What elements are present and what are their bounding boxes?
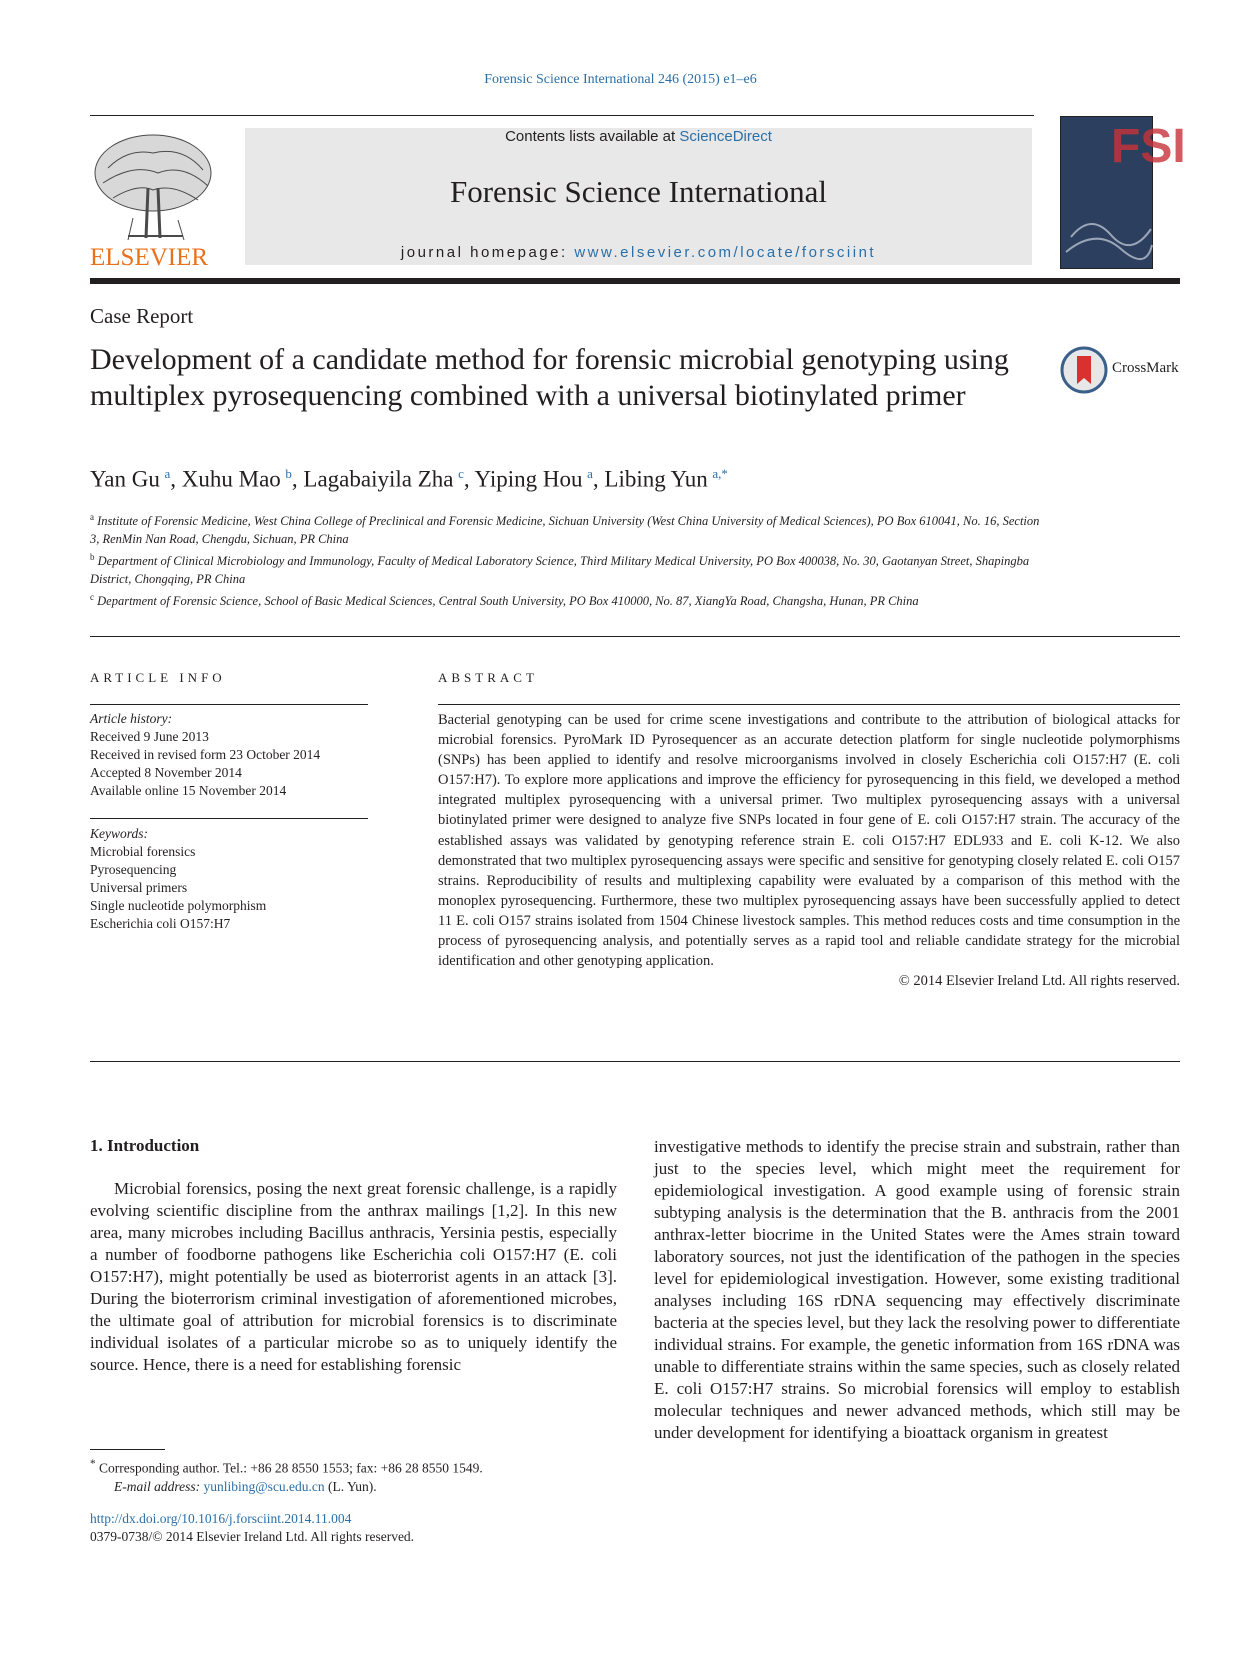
history-item: Received in revised form 23 October 2014: [90, 747, 321, 762]
affiliation-text: Department of Clinical Microbiology and Immunology, Faculty of Medical Laboratory Science, Third Military Medical University, PO Box 400038, No. 30, Gaotanyan Street, Shapingba District, Chongqing, PR China: [90, 554, 1030, 587]
article-type: Case Report: [90, 304, 194, 328]
keywords: [90, 825, 266, 933]
author-list: Yan Gu $^a$, Xuhu Mao $^b$, Lagabaiyila Zha $^c$, Yiping Hou $^a$, Libing Yun $^{a,*}$: [90, 466, 728, 492]
abstract-heading: ABSTRACT: [438, 670, 538, 685]
article-title: Development of a candidate method for forensic microbial genotyping using multiplex pyrosequencing combined with a universal biotinylated primer: [90, 343, 1009, 412]
affiliation: [90, 588, 1050, 610]
history-item: Available online 15 November 2014: [90, 783, 287, 798]
affiliations: [90, 508, 1050, 610]
elsevier-wordmark: ELSEVIER: [90, 244, 209, 271]
author-affiliation-marker[interactable]: a: [164, 466, 171, 481]
affiliation-key: a: [90, 512, 94, 522]
masthead-rule: [90, 278, 1180, 284]
section-rule: [90, 636, 1180, 637]
journal-cover-image: [1060, 116, 1186, 269]
author: Lagabaiyila Zha: [303, 466, 454, 492]
history-item: Accepted 8 November 2014: [90, 765, 242, 780]
contents-prefix: Contents lists available at: [505, 128, 676, 145]
crossmark-icon: [1060, 346, 1108, 394]
footnote-rule: [90, 1449, 165, 1450]
doi-block: [90, 1510, 414, 1546]
contents-line: [245, 128, 1032, 145]
crossmark-badge[interactable]: [1060, 346, 1190, 396]
footnote-text: Corresponding author. Tel.: +86 28 8550 1553; fax: +86 28 8550 1549.: [99, 1460, 483, 1476]
keyword: Microbial forensics: [90, 844, 196, 859]
article-history: [90, 710, 320, 800]
author: Xuhu Mao: [181, 466, 281, 492]
abstract-text: Bacterial genotyping can be used for crime scene investigations and contribute to the attribution of biological attacks for microbial forensics. PyroMark ID Pyrosequencer as an accurate detection platform for single nucleotide polymorphisms (SNPs) has been applied to identify and resolve microorganisms involved in closely Escherichia coli O157:H7 (E. coli O157:H7). To explore more applications and improve the efficiency for pyrosequencing in this field, we developed a method integrated multiplex pyrosequencing with a universal primer. Two multiplex pyrosequencing assays with a universal biotinylated primer were designed to analyze five SNPs located in four gene of E. coli O157:H7 strain. The accuracy of the established assays was validated by genotyping reference strain E. coli O157:H7 EDL933 and E. coli K-12. We also demonstrated that two multiplex pyrosequencing assays were specific and sensitive for genotyping closely related E. coli O157 strains. Reproducibility of results and multiplexing capability were evaluated by a comparison of this method with the monoplex pyrosequencing. Furthermore, these two multiplex pyrosequencing assays have been successfully applied to detect 11 E. coli O157 strains isolated from 1504 Chinese livestock samples. This method reduces costs and time consumption in the process of pyrosequencing analysis, and potentially serves as a rapid tool and reliable candidate strategy for the microbial identification and other genotyping application.: [438, 712, 1180, 970]
front-matter-rule: [90, 1061, 1180, 1062]
journal-title: Forensic Science International: [449, 174, 828, 209]
author: Yan Gu: [90, 466, 160, 492]
running-head[interactable]: Forensic Science International 246 (2015) e1–e6: [484, 72, 757, 87]
sciencedirect-link[interactable]: ScienceDirect: [679, 128, 772, 145]
homepage-link[interactable]: www.elsevier.com/locate/forsciint: [574, 244, 877, 261]
issn-line: 0379-0738/© 2014 Elsevier Ireland Ltd. All rights reserved.: [90, 1529, 415, 1544]
keyword: Single nucleotide polymorphism: [90, 898, 267, 913]
email-label: E-mail address:: [114, 1478, 201, 1494]
affiliation-key: c: [90, 592, 94, 603]
abstract-body: [438, 710, 1180, 991]
homepage-prefix: journal homepage:: [400, 244, 568, 261]
article-info-rule: [90, 704, 368, 705]
corresponding-author-footnote: [90, 1455, 483, 1496]
abstract-copyright: © 2014 Elsevier Ireland Ltd. All rights reserved.: [898, 973, 1180, 990]
doi-link[interactable]: http://dx.doi.org/10.1016/j.forsciint.2014.11.004: [90, 1511, 352, 1526]
history-item: Received 9 June 2013: [90, 729, 209, 744]
author-affiliation-marker[interactable]: c: [458, 466, 464, 481]
author: Libing Yun: [604, 466, 708, 492]
keyword: Universal primers: [90, 880, 188, 895]
email-link[interactable]: yunlibing@scu.edu.cn: [203, 1478, 325, 1494]
journal-homepage: [245, 244, 1032, 261]
article-info-heading: ARTICLE INFO: [90, 670, 226, 685]
footnote-marker: *: [90, 1458, 96, 1470]
crossmark-label: CrossMark: [1112, 360, 1179, 376]
affiliation: [90, 508, 1050, 548]
affiliation: [90, 548, 1050, 588]
affiliation-text: Department of Forensic Science, School of Basic Medical Sciences, Central South University, PO Box 410000, No. 87, XiangYa Road, Changsha, Hunan, PR China: [97, 594, 919, 609]
body-paragraph: investigative methods to identify the precise strain and substrain, rather than just to the species level, which might meet the requirement for epidemiological investigation. A good example using of forensic strain subtyping analysis is the determination that the B. anthracis from the 2001 anthrax-letter biocrime in the United States were the Ames strain toward laboratory sources, not just the identification of the pathogen in the species level for epidemiological investigation. However, some existing traditional analyses including 16S rDNA sequencing may effectively discriminate bacteria at the species level, but they lack the resolving power to differentiate individual strains. For example, the genetic information from 16S rDNA was unable to differentiate strains within the same species, such as closely related E. coli O157:H7 strains. So microbial forensics will employ to establish molecular techniques and newer advanced methods, which still may be under development for identifying a bioattack organism in greatest: [654, 1137, 1181, 1442]
keyword: Pyrosequencing: [90, 862, 177, 877]
keywords-rule: [90, 818, 368, 819]
history-label: Article history:: [90, 711, 173, 726]
affiliation-key: b: [90, 552, 95, 563]
body-column-left: [90, 1178, 617, 1376]
author-affiliation-marker[interactable]: a,*: [712, 466, 728, 481]
abstract-rule: [438, 704, 1180, 705]
author-affiliation-marker[interactable]: a: [587, 466, 593, 481]
body-paragraph: Microbial forensics, posing the next great forensic challenge, is a rapidly evolving scientific discipline from the anthrax mailings [1,2]. In this new area, many microbes including Bacillus anthracis, Yersinia pestis, especially a number of foodborne pathogens like Escherichia coli O157:H7 (E. coli O157:H7), might potentially be used as bioterrorist agents in an attack [3]. During the bioterrorism criminal investigation of aforementioned microbes, the ultimate goal of attribution for microbial forensics is to discriminate individual isolates of a particular microbe so as to uniquely identify the source. Hence, there is a need for establishing forensic: [90, 1179, 617, 1374]
author: Yiping Hou: [474, 466, 583, 492]
author-affiliation-marker[interactable]: b: [285, 466, 292, 481]
keyword: Escherichia coli O157:H7: [90, 916, 231, 931]
top-rule: [90, 115, 1034, 116]
cover-art: [1061, 117, 1186, 268]
affiliation-text: Institute of Forensic Medicine, West China College of Preclinical and Forensic Medicine, Sichuan University (West China University of Medical Sciences), PO Box 610041, No. 16, Section 3, RenMin Nan Road, Chengdu, Sichuan, PR China: [90, 514, 1040, 547]
svg-text:FSI: FSI: [1111, 120, 1186, 173]
email-suffix: (L. Yun).: [328, 1478, 377, 1494]
body-column-right: [654, 1136, 1180, 1444]
keywords-label: Keywords:: [90, 826, 148, 841]
section-heading: 1. Introduction: [90, 1136, 200, 1155]
